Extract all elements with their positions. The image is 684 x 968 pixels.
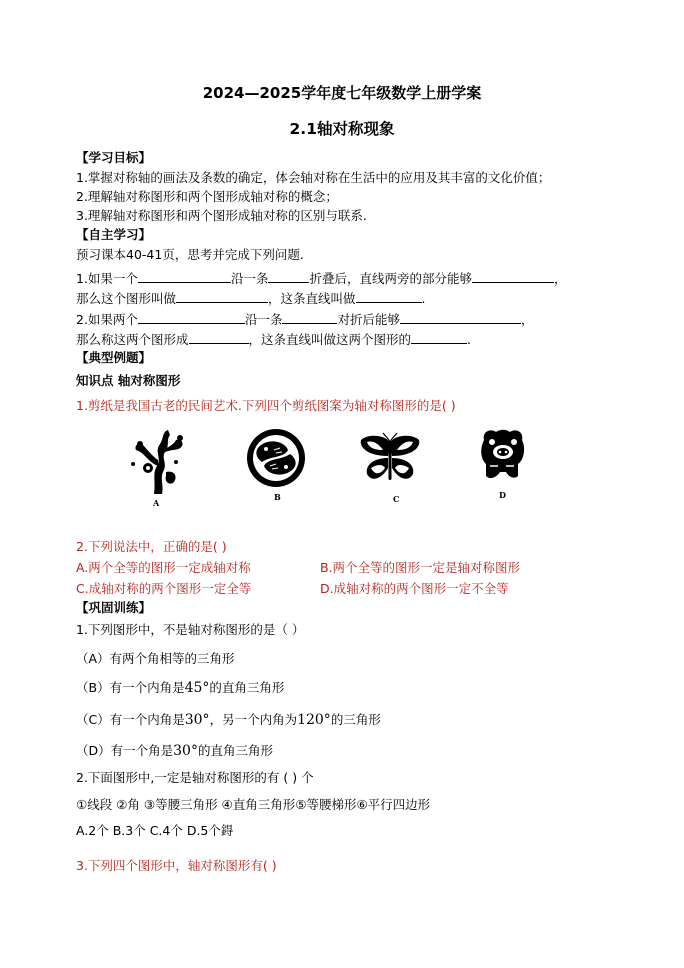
answer-blank[interactable] — [400, 311, 521, 324]
fill-question-2-cont: 那么称这两个图形成 ，这条直线叫做这两个图形的 . — [76, 332, 472, 347]
knowledge-point: 知识点 轴对称图形 — [76, 373, 181, 388]
figure-label: D — [499, 490, 506, 500]
answer-blank[interactable] — [411, 331, 467, 344]
figure-label: B — [274, 492, 281, 502]
goal-item: 3.理解轴对称图形和两个图形成轴对称的区别与联系. — [76, 208, 367, 223]
document-title: 2024—2025学年度七年级数学上册学案 — [202, 84, 482, 102]
answer-blank[interactable] — [176, 290, 268, 303]
choice-option[interactable]: D.成轴对称的两个图形一定不全等 — [320, 581, 509, 596]
choice-option[interactable]: A.两个全等的图形一定成轴对称 — [76, 560, 251, 575]
papercut-b-image — [244, 428, 308, 488]
practice-question-2-items: ①线段 ②角 ③等腰三角形 ④直角三角形⑤等腰梯形⑥平行四边形 — [76, 797, 431, 812]
practice-question-2: 2.下面图形中,一定是轴对称图形的有 ( ) 个 — [76, 770, 314, 785]
choice-option[interactable]: （B）有一个内角是45°的直角三角形 — [76, 680, 285, 696]
answer-blank[interactable] — [356, 290, 422, 303]
papercut-d-image — [474, 426, 530, 486]
examples-heading: 【典型例题】 — [76, 350, 152, 365]
practice-question-3: 3.下列四个图形中，轴对称图形有( ) — [76, 858, 277, 873]
figure-label: A — [153, 498, 160, 508]
angle-value: 30° — [184, 712, 210, 728]
goal-item: 1.掌握对称轴的画法及条数的确定，体会轴对称在生活中的应用及其丰富的文化价值； — [76, 170, 551, 185]
goals-heading: 【学习目标】 — [76, 150, 152, 165]
goal-item: 2.理解轴对称图形和两个图形成轴对称的概念； — [76, 189, 338, 204]
fill-question-1: 1.如果一个 沿一条 折叠后，直线两旁的部分能够 ， — [76, 271, 567, 286]
answer-blank[interactable] — [138, 311, 245, 324]
lesson-title: 2.1轴对称现象 — [289, 120, 395, 138]
answer-blank[interactable] — [268, 270, 309, 283]
angle-value: 45° — [184, 680, 210, 696]
answer-blank[interactable] — [472, 270, 554, 283]
choice-option[interactable]: （D）有一个角是30°的直角三角形 — [76, 743, 273, 759]
example-question-1: 1.剪纸是我国古老的民间艺术.下列四个剪纸图案为轴对称图形的是( ) — [76, 398, 456, 413]
fill-question-2: 2.如果两个 沿一条 对折后能够 ， — [76, 312, 534, 327]
fill-question-1-cont: 那么这个图形叫做 ，这条直线叫做 . — [76, 291, 426, 306]
example-question-2: 2.下列说法中，正确的是( ) — [76, 539, 227, 554]
papercut-c-image — [357, 432, 423, 486]
papercut-a-image — [124, 426, 188, 496]
choice-option[interactable]: B.两个全等的图形一定是轴对称图形 — [320, 560, 521, 575]
angle-value: 30° — [173, 743, 198, 759]
angle-value: 120° — [297, 712, 331, 728]
choice-option[interactable]: C.成轴对称的两个图形一定全等 — [76, 581, 252, 596]
answer-blank[interactable] — [138, 270, 231, 283]
choice-option[interactable]: （A）有两个角相等的三角形 — [76, 651, 235, 666]
practice-question-2-options: A.2个 B.3个 C.4个 D.5个鍀 — [76, 823, 234, 838]
answer-blank[interactable] — [189, 331, 249, 344]
answer-blank[interactable] — [282, 311, 337, 324]
figure-label: C — [393, 494, 400, 504]
practice-question-1: 1.下列图形中，不是轴对称图形的是（ ） — [76, 622, 305, 637]
self-study-heading: 【自主学习】 — [76, 227, 152, 242]
choice-option[interactable]: （C）有一个内角是30°，另一个内角为120°的三角形 — [76, 712, 381, 728]
practice-heading: 【巩固训练】 — [76, 600, 152, 615]
self-study-intro: 预习课本40-41页，思考并完成下列问题. — [76, 247, 304, 262]
